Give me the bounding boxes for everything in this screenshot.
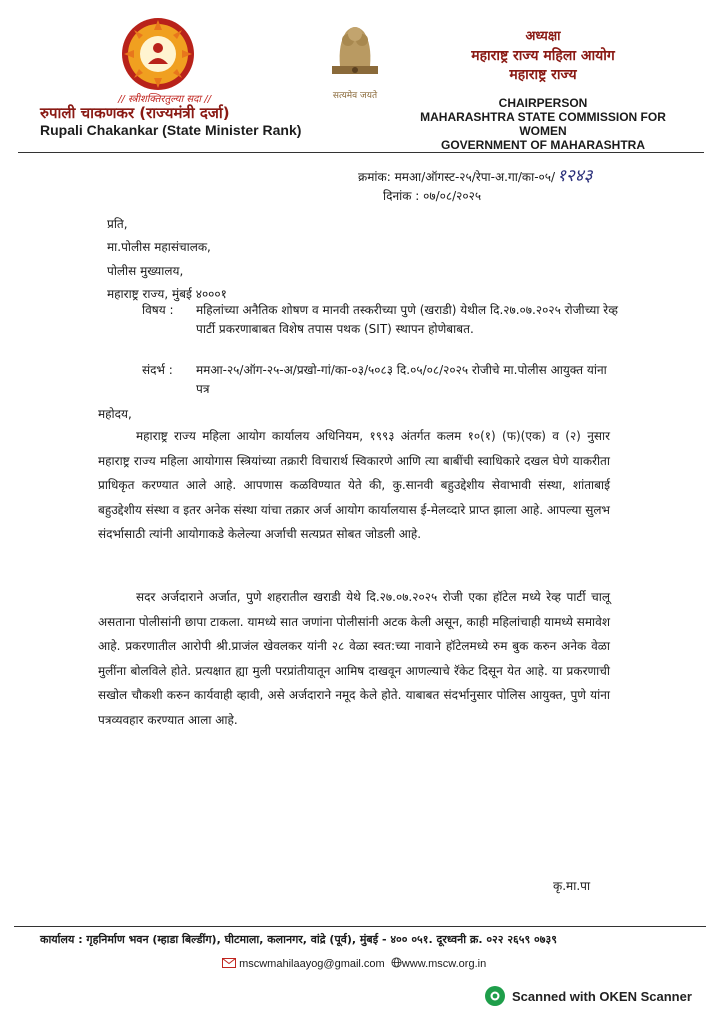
reference-number-handwritten: १२४३ — [557, 166, 593, 186]
salutation: महोदय, — [98, 407, 132, 421]
chairperson-name-marathi: रुपाली चाकणकर (राज्यमंत्री दर्जा) — [40, 104, 230, 122]
title-government-en: GOVERNMENT OF MAHARASHTRA — [441, 138, 645, 152]
address-line: प्रति, — [107, 217, 128, 231]
email-icon — [222, 958, 236, 971]
reference-number-label: क्रमांक: ममआ/ऑगस्ट-२५/रेपा-अ.गा/का-०५/ — [358, 170, 556, 184]
body-paragraph-2: सदर अर्जदाराने अर्जात, पुणे शहरातील खराडी येथे दि.२७.०७.२०२५ रोजी एका हॉटेल मध्ये रेव्ह पार्टी चालू असताना पोलीसांनी छापा टाकला. यामध्ये सात जणांना पोलीसांनी अटक केली असून, काही महिलांचाही यामध्ये समावेश आहे. प्रकरणातील आरोपी श्री.प्राजंल खेवलकर यांनी २८ वेळा स्वत:च्या नावाने हॉटेलमध्ये रुम बुक करुन अनेक वेळा मुलींना बोलविले होते. प्रत्यक्षात ह्या मुली परप्रांतीयातून आमिष दाखवून आणल्याचे रॅकेट दिसून येत आहे. या प्रकरणाची सखोल चौकशी करुन कार्यवाही व्हावी, असे अर्जदाराने नमूद केले होते. याबाबत संदर्भानुसार पोलिस आयुक्त, पुणे यांना पत्रव्यवहार करण्यात आला आहे. — [98, 590, 610, 727]
reference-text: ममआ-२५/ऑग-२५-अ/प्रखो-गां/का-०३/५०८३ दि.०५/०८/२०२५ रोजीचे मा.पोलीस आयुक्त यांना पत्र — [196, 363, 607, 396]
title-chairperson-mr: अध्यक्षा — [525, 29, 561, 44]
address-line: महाराष्ट्र राज्य, मुंबई ४०००१ — [107, 287, 227, 302]
subject-text: महिलांच्या अनैतिक शोषण व मानवी तस्करीच्या पुणे (खराडी) येथील दि.२७.०७.२०२५ रोजीच्या रेव्ह पार्टी प्रकरणाबाबत विशेष तपास पथक (SIT) स्थापन होणेबाबत. — [196, 303, 619, 336]
title-state-mr: महाराष्ट्र राज्य — [509, 67, 577, 83]
footer-website-link[interactable]: www.mscw.org.in — [401, 957, 487, 970]
scanner-text: Scanned with OKEN Scanner — [512, 988, 692, 1004]
emblem-motto: सत्यमेव जयते — [332, 91, 378, 101]
title-commission-mr: महाराष्ट्र राज्य महिला आयोग — [471, 48, 615, 64]
motto-text: // स्त्रीशक्तिरतुल्या सदा // — [118, 94, 211, 105]
commission-logo — [118, 14, 198, 94]
reference-label: संदर्भ : — [142, 363, 173, 377]
oken-logo-icon — [484, 985, 506, 1010]
footer-office-address: कार्यालय : गृहनिर्माण भवन (म्हाडा बिल्डींग), घीटमाला, कलानगर, वांद्रे (पूर्व), मुंबई - ४०० ०५१. दूरध्वनी क्र. ०२२ २६५९ ०७३९ — [40, 933, 557, 946]
body-paragraph-1: महाराष्ट्र राज्य महिला आयोग कार्यालय अधिनियम, १९९३ अंतर्गत कलम १०(१) (फ)(एक) व (२) नुसार महाराष्ट्र राज्य महिला आयोगास स्त्रियांच्या तक्रारी विचारार्थ स्विकारणे आणि त्या बाबींची स्वाधिकारे दखल घेणे याकरीता प्राधिकृत करण्यात आले आहे. आपणास कळविण्यात येते की, कु.सानवी बहुउद्देशीय सेवाभावी संस्था, शांताबाई बहुउद्देशीय संस्था व इतर अनेक संस्था यांचा तक्रार अर्ज आयोग कार्यालयास ई-मेलव्दारे प्राप्त झाला आहे. आपल्या सुलभ संदर्भासाठी त्यांनी आयोगाकडे केलेल्या अर्जाची सत्यप्रत सोबत जोडली आहे. — [98, 429, 610, 542]
footer-email-link[interactable]: mscwmahilaayog@gmail.com — [239, 957, 385, 970]
globe-icon — [391, 957, 402, 971]
signature-note: कृ.मा.पा — [553, 879, 591, 893]
subject-label: विषय : — [142, 303, 174, 317]
address-line: मा.पोलीस महासंचालक, — [107, 240, 211, 255]
address-line: पोलीस मुख्यालय, — [107, 263, 184, 278]
header-divider — [18, 152, 704, 153]
reference-block — [142, 361, 622, 398]
national-emblem — [318, 14, 392, 104]
footer-divider — [14, 926, 706, 927]
title-commission-en: MAHARASHTRA STATE COMMISSION FOR WOMEN — [420, 110, 666, 138]
reference-number — [358, 163, 592, 186]
subject-block — [142, 301, 622, 338]
recipient-address — [107, 213, 227, 307]
chairperson-name-english: Rupali Chakankar (State Minister Rank) — [40, 122, 302, 138]
office-title-block — [398, 26, 688, 152]
reference-date: दिनांक : ०७/०८/२०२५ — [383, 189, 482, 203]
footer-contact — [222, 957, 486, 971]
title-chairperson-en: CHAIRPERSON — [498, 96, 588, 110]
scanner-watermark — [484, 985, 692, 1010]
